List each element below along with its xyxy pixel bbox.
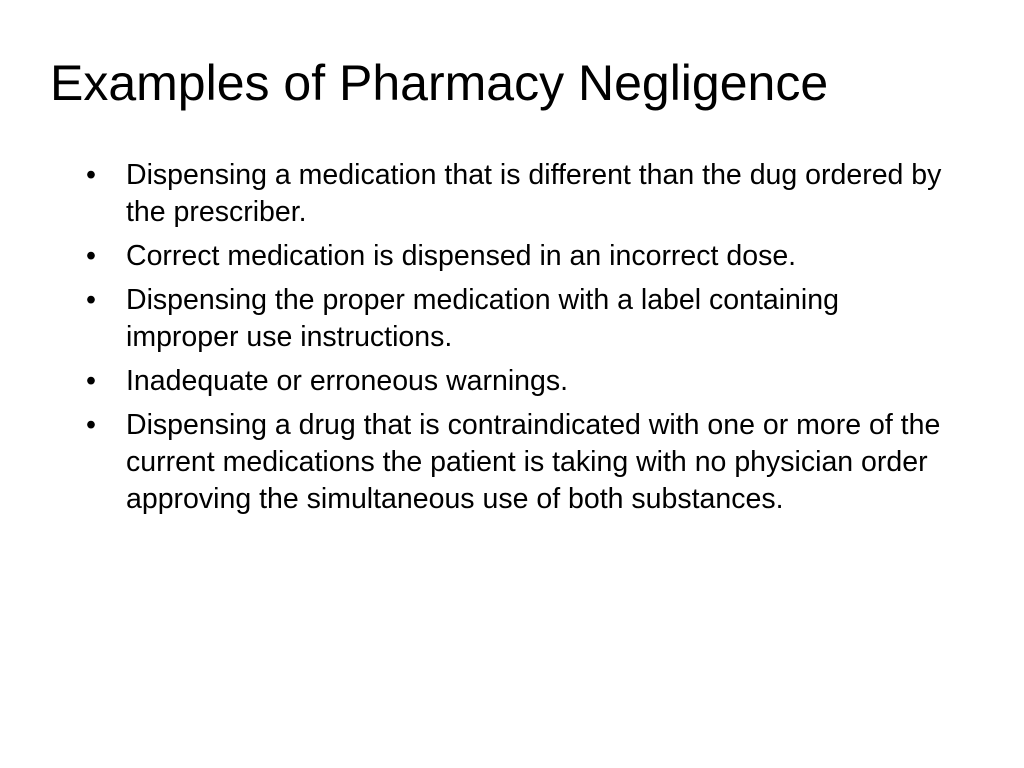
bullet-text: Dispensing the proper medication with a label containing improper use instructions. — [126, 284, 839, 353]
list-item — [86, 282, 946, 356]
bullet-text: Correct medication is dispensed in an incorrect dose. — [126, 240, 797, 272]
list-item — [86, 238, 946, 275]
list-item — [86, 363, 946, 400]
bullet-icon: • — [86, 365, 96, 397]
bullet-text: Dispensing a drug that is contraindicated with one or more of the current medications the patient is taking with no physician order approving the simultaneous use of both substances. — [126, 409, 941, 515]
slide-title: Examples of Pharmacy Negligence — [50, 55, 829, 111]
bullet-icon: • — [86, 409, 96, 441]
bullet-text: Inadequate or erroneous warnings. — [126, 365, 569, 397]
list-item — [86, 157, 946, 231]
bullet-list — [86, 157, 946, 525]
bullet-icon: • — [86, 240, 96, 272]
bullet-icon: • — [86, 159, 96, 191]
bullet-text: Dispensing a medication that is different than the dug ordered by the prescriber. — [126, 159, 942, 228]
bullet-icon: • — [86, 284, 96, 316]
list-item — [86, 407, 946, 518]
